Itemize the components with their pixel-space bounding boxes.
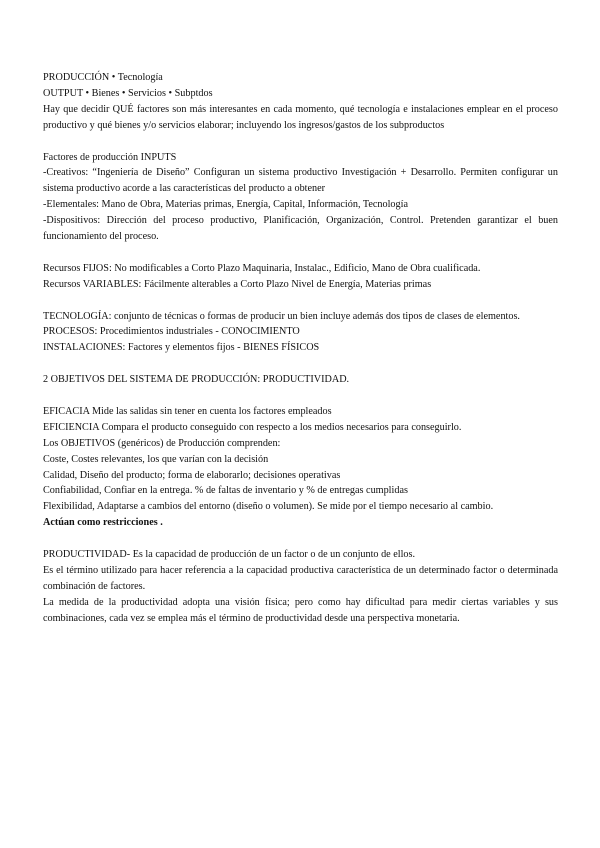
procesos-definition: PROCESOS: Procedimientos industriales - CONOCIMIENTO [43,326,300,338]
inputs-dispositivos: -Dispositivos: Dirección del proceso productivo, Planificación, Organización, Control. Pretenden garantizar el buen funcionamiento del proceso. [43,215,558,243]
spacer [43,388,558,404]
objetivos-section-title: 2 OBJETIVOS DEL SISTEMA DE PRODUCCIÓN: PRODUCTIVIDAD. [43,374,350,386]
tecnologia-definition: TECNOLOGÍA: conjunto de técnicas o formas de producir un bien incluye además dos tipos de clases de elementos. [43,310,520,322]
eficiencia-definition: EFICIENCIA Compara el producto conseguido con respecto a los medios necesarios para conseguirlo. [43,421,462,433]
inputs-elementales: -Elementales: Mano de Obra, Materias primas, Energía, Capital, Información, Tecnología [43,199,408,211]
productividad-definition: PRODUCTIVIDAD- Es la capacidad de producción de un factor o de un conjunto de ellos. [43,549,416,561]
objetivo-flexibilidad: Flexibilidad, Adaptarse a cambios del entorno (diseño o volumen). Se mide por el tiempo necesario al cambio. [43,501,494,513]
restricciones-note: Actúan como restricciones . [43,517,163,529]
instalaciones-definition: INSTALACIONES: Factores y elementos fijos - BIENES FÍSICOS [43,342,320,354]
inputs-title: Factores de producción INPUTS [43,151,177,163]
recursos-variables: Recursos VARIABLES: Fácilmente alterables a Corto Plazo Nivel de Energía, Materias primas [43,278,432,290]
spacer [43,134,558,150]
spacer [43,245,558,261]
objetivos-intro: Los OBJETIVOS (genéricos) de Producción comprenden: [43,437,281,449]
spacer [43,293,558,309]
spacer [43,356,558,372]
productividad-measure: La medida de la productividad adopta una visión física; pero como hay dificultad para medir ciertas variables y sus combinaciones, cada vez se emplea más el término de productividad desde una perspectiva monetaria. [43,596,558,624]
productividad-term: Es el término utilizado para hacer referencia a la capacidad productiva característica de un determinado factor o determinada combinación de factores. [43,565,558,592]
document-page [43,70,558,627]
spacer [43,531,558,547]
inputs-creativos: -Creativos: “Ingeniería de Diseño” Configuran un sistema productivo Investigación + Desarrollo. Permiten configurar un sistema productivo acorde a las características del producto a obtener [43,167,558,195]
heading-produccion: PRODUCCIÓN • Tecnología [43,72,163,83]
eficacia-definition: EFICACIA Mide las salidas sin tener en cuenta los factores empleados [43,405,332,417]
paragraph-decision: Hay que decidir QUÉ factores son más interesantes en cada momento, qué tecnología e instalaciones emplear en el proceso productivo y qué bienes y/o servicios elaborar; incluyendo los ingresos/gastos de los subproductos [43,103,558,131]
objetivo-calidad: Calidad, Diseño del producto; forma de elaborarlo; decisiones operativas [43,469,341,481]
objetivo-coste: Coste, Costes relevantes, los que varían con la decisión [43,453,269,465]
objetivo-confiabilidad: Confiabilidad, Confiar en la entrega. % de faltas de inventario y % de entregas cumplidas [43,485,408,497]
heading-output: OUTPUT • Bienes • Servicios • Subptdos [43,87,213,99]
recursos-fijos: Recursos FIJOS: No modificables a Corto Plazo Maquinaria, Instalac., Edificio, Mano de Obra cualificada. [43,262,481,274]
